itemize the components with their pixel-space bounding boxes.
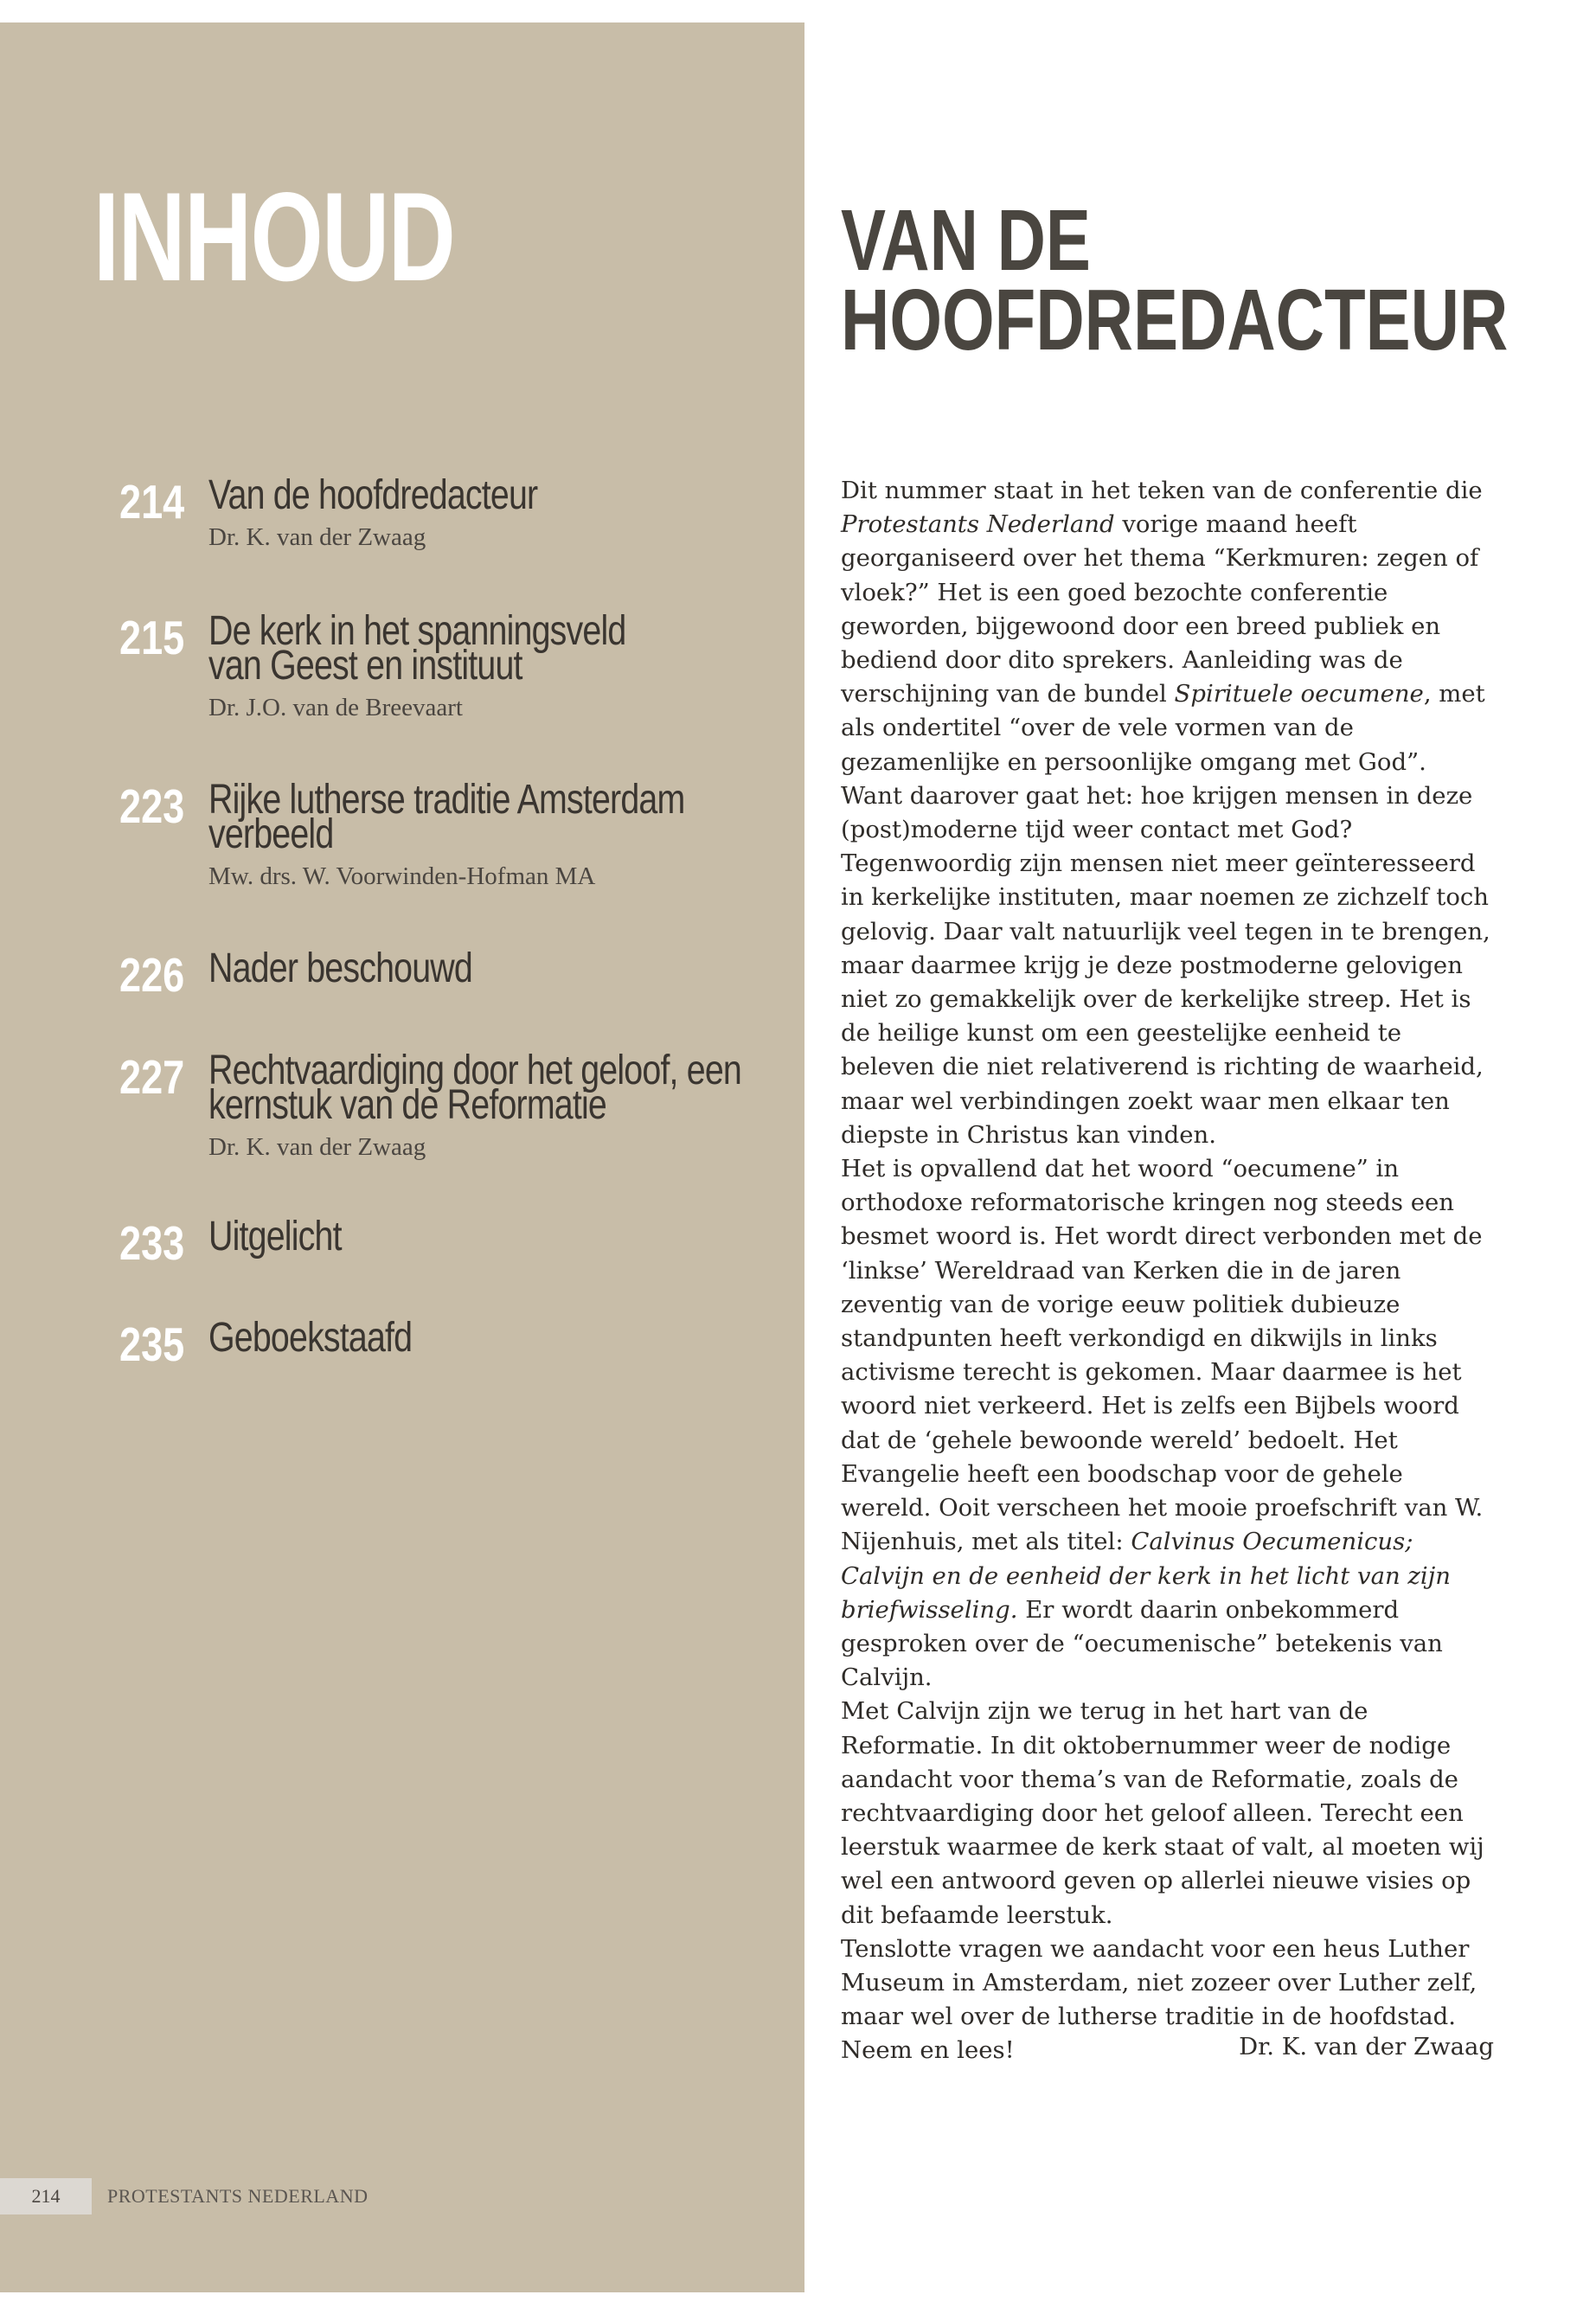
article-paragraph <box>841 474 1497 779</box>
page-footer <box>0 2178 368 2214</box>
toc-page-number: 227 <box>119 1050 185 1104</box>
toc-title: Van de hoofdredacteur <box>208 472 538 518</box>
toc-page-number: 214 <box>119 475 185 529</box>
toc-title <box>208 1048 804 1128</box>
toc-author: Dr. J.O. van de Breevaart <box>208 694 463 721</box>
toc-page-number: 233 <box>119 1216 185 1270</box>
article-title-line: VAN DE <box>841 192 1091 289</box>
toc-title-line: Rechtvaardiging door het geloof, een <box>208 1048 741 1093</box>
toc-title-line: De kerk in het spanningsveld <box>208 608 626 654</box>
text-run: Het is opvallend dat het woord “oecumene” in orthodoxe reformatorische kringen nog steeds een besmet woord is. Het wordt direct verbonden met de ‘linkse’ Wereldraad van Kerken die in de jaren zeventig van de vorige eeuw politiek dubieuze standpunten heeft verkondigd en dikwijls in links activisme terecht is gekomen. Maar daarmee is het woord niet verkeerd. Het is zelfs een Bijbels woord dat de ‘gehele bewoonde wereld’ bedoelt. Het Evangelie heeft een boodschap voor de gehele wereld. Ooit verscheen het mooie proefschrift van W. Nijenhuis, met als titel: <box>841 1155 1484 1556</box>
toc-page-number: 235 <box>119 1317 185 1371</box>
sidebar-title: INHOUD <box>93 166 455 307</box>
toc-title-line: van Geest en instituut <box>208 643 522 689</box>
article-paragraph: Want daarover gaat het: hoe krijgen mensen in deze (post)moderne tijd weer contact met God? Tegenwoordig zijn mensen niet meer geïnteresseerd in kerkelijke instituten, maar noemen ze zichzelf toch gelovig. Daar valt natuurlijk veel tegen in te brengen, maar daarmee krijg je deze postmoderne gelovigen niet zo gemakkelijk over de kerkelijke streep. Het is de heilige kunst om een geestelijke eenheid te beleven die niet relativerend is richting de waarheid, maar wel verbindingen zoekt waar men elkaar ten diepste in Christus kan vinden. <box>841 781 1490 1149</box>
toc-title-line: kernstuk van de Reformatie <box>208 1082 606 1128</box>
toc-title: Geboekstaafd <box>208 1315 413 1361</box>
toc-title-line: verbeeld <box>208 811 334 857</box>
toc-page-number: 223 <box>119 779 185 833</box>
text-run: , met als ondertitel “over de vele vormen van de gezamenlijke en persoonlijke omgang met God”. <box>841 680 1485 776</box>
footer-magazine-name: PROTESTANTS NEDERLAND <box>107 2185 369 2207</box>
article-paragraph: Tenslotte vragen we aandacht voor een heus Luther Museum in Amsterdam, niet zozeer over Luther zelf, maar wel over de lutherse traditie in de hoofdstad. Neem en lees! <box>841 1934 1477 2065</box>
toc-title <box>208 777 804 857</box>
italic-run: Spirituele oecumene <box>1174 680 1424 708</box>
toc-page-number: 226 <box>119 948 185 1002</box>
text-run: vorige maand heeft georganiseerd over het thema “Kerkmuren: zegen of vloek?” Het is een goed bezochte conferentie geworden, bijgewoond door een breed publiek en bediend door dito sprekers. Aanleiding was de verschijning van de bundel <box>841 510 1479 708</box>
text-run: Dit nummer staat in het teken van de conferentie die <box>841 477 1483 504</box>
toc-page-number: 215 <box>119 611 185 664</box>
toc-author: Dr. K. van der Zwaag <box>208 1133 426 1161</box>
article-body <box>841 474 1497 2068</box>
toc-title <box>208 608 804 689</box>
footer-page-number: 214 <box>0 2178 92 2214</box>
article-title <box>841 192 1509 369</box>
toc-author: Dr. K. van der Zwaag <box>208 523 426 551</box>
toc-title-line: Rijke lutherse traditie Amsterdam <box>208 777 685 823</box>
toc-title: Nader beschouwd <box>208 945 472 991</box>
italic-run: Protestants Nederland <box>841 510 1115 539</box>
article-title-line: HOOFDREDACTEUR <box>841 272 1509 369</box>
article-paragraph: Met Calvijn zijn we terug in het hart van de Reformatie. In dit oktobernummer weer de nodige aandacht voor thema’s van de Reformatie, zoals de rechtvaardiging door het geloof alleen. Terecht een leerstuk waarmee de kerk staat of valt, al moeten wij wel een antwoord geven op allerlei nieuwe visies op dit befaamde leerstuk. <box>841 1697 1484 1929</box>
toc-author: Mw. drs. W. Voorwinden-Hofman MA <box>208 862 596 890</box>
article-signature: Dr. K. van der Zwaag <box>1239 2033 1494 2061</box>
italic-run: Calvinus Oecumenicus; Calvijn en de eenheid der kerk in het licht van zijn briefwisseling. <box>841 1528 1451 1624</box>
toc-title: Uitgelicht <box>208 1214 342 1259</box>
article-paragraph <box>841 1152 1497 1695</box>
text-run: Er wordt daarin onbekommerd gesproken over de “oecumenische” betekenis van Calvijn. <box>841 1595 1443 1692</box>
